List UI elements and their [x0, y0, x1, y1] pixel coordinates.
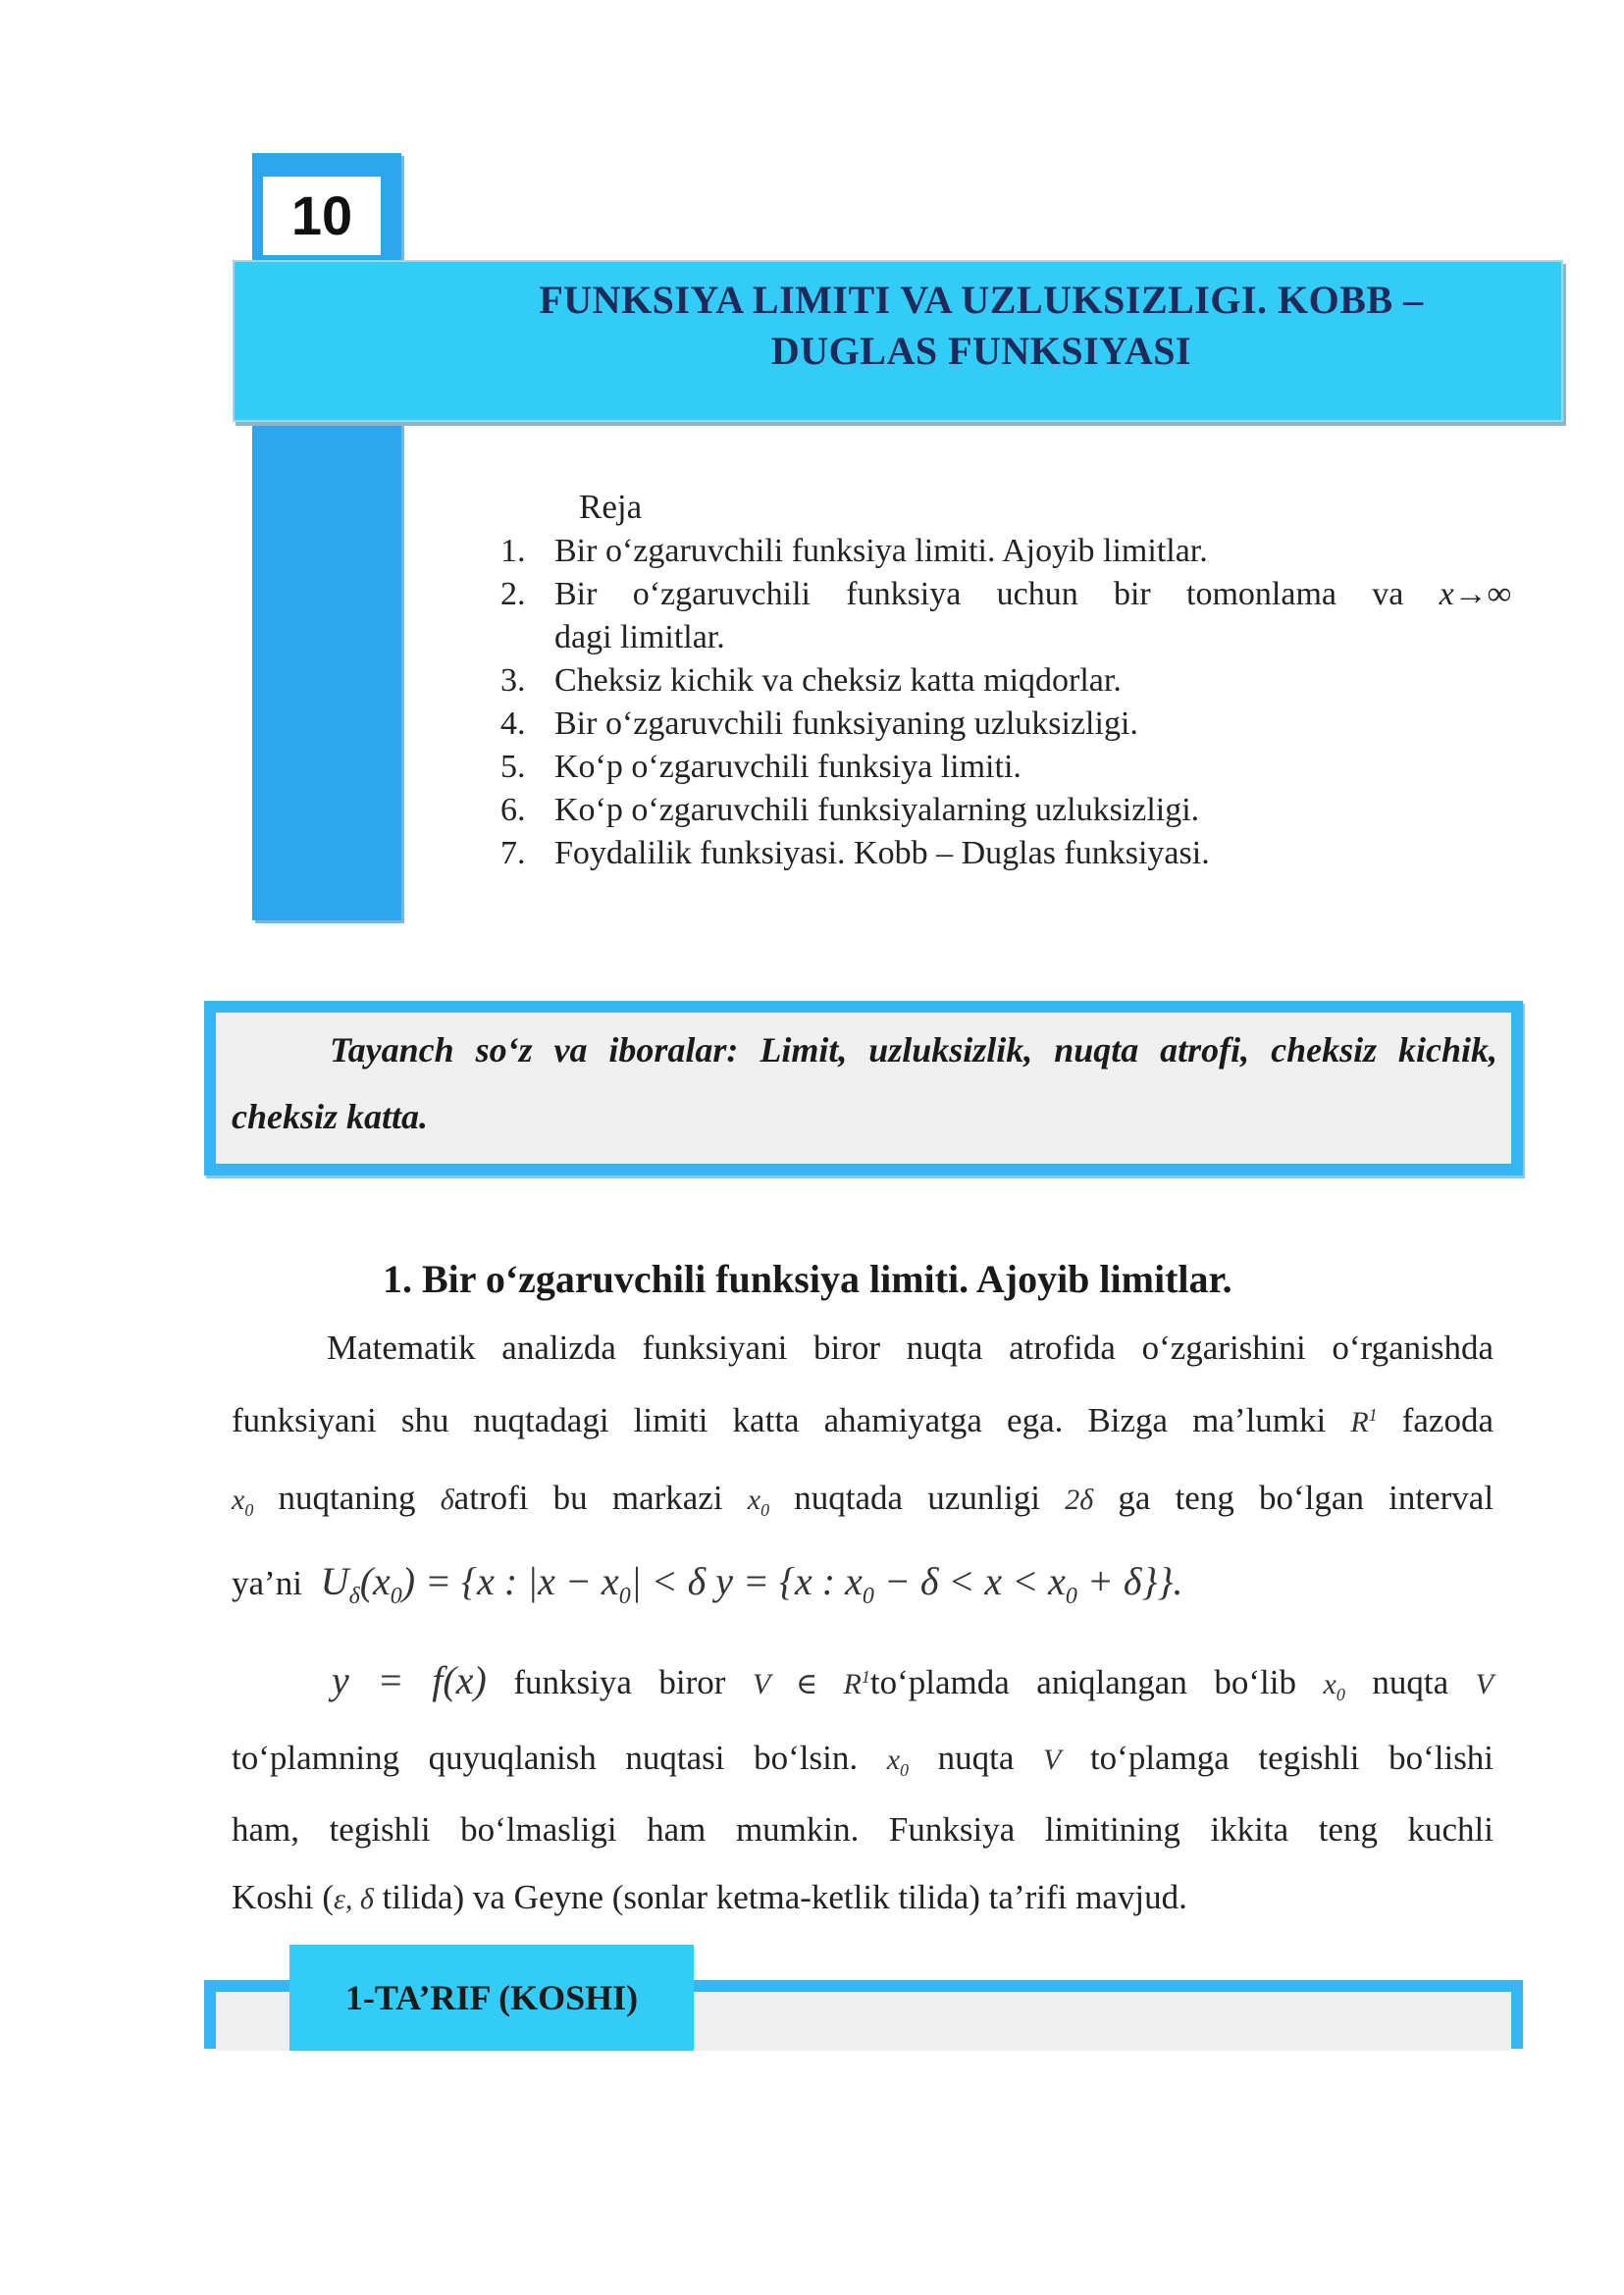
math-delta: δ — [440, 1484, 454, 1516]
plan-list — [500, 530, 1511, 875]
paragraph-line: funksiyani shu nuqtadagi limiti katta ahamiyatga ega. Bizga ma’lumki $R^1$ fazoda — [232, 1401, 1493, 1439]
plan-item: 1. Bir o‘zgaruvchili funksiya limiti. Ajoyib limitlar. — [500, 533, 1208, 569]
chapter-title: FUNKSIYA LIMITI VA UZLUKSIZLIGI. KOBB – DUGLAS FUNKSIYASI — [539, 278, 1424, 373]
math-epsilon-delta: ε, δ — [334, 1883, 374, 1915]
keywords-text: Tayanch so‘z va iboralar: Limit, uzluksizlik, nuqta atrofi, cheksiz kichik, cheksiz katta. — [232, 1030, 1497, 1136]
math-x0: $x_0$ — [232, 1484, 254, 1520]
chapter-number: 10 — [290, 184, 353, 246]
math-y-fx: y = f(x) — [332, 1658, 487, 1702]
paragraph-line: to‘plamning quyuqlanish nuqtasi bo‘lsin. $x_0$ nuqta V to‘plamga tegishli bo‘lishi — [232, 1739, 1494, 1780]
math-2delta: 2δ — [1065, 1484, 1094, 1516]
math-x-to-infinity: x→∞ — [1439, 576, 1511, 612]
math-neighborhood-formula: $U_\delta(x_0) = \{x$ : $|x - x_0| < \delta$ y = {x : $x_0 - \delta < x < x_0 + \delta$}}. — [310, 1559, 1183, 1609]
paragraph-line: ham, tegishli bo‘lmasligi ham mumkin. Funksiya limitining ikkita teng kuchli — [232, 1810, 1493, 1849]
math-x0: $x_0$ — [886, 1744, 910, 1780]
paragraph-line: y = f(x) funksiya biror V ∈ $R^1to‘plamda$ aniqlangan bo‘lib $x_0$ nuqta V — [332, 1658, 1493, 1704]
paragraph-line: Koshi (ε, δ tilida) va Geyne (sonlar ketma-ketlik tilida) ta’rifi mavjud. — [232, 1878, 1187, 1916]
math-x0: $x_0$ — [747, 1484, 770, 1520]
plan-item: 7. Foydalilik funksiyasi. Kobb – Duglas funksiyasi. — [500, 835, 1210, 871]
plan-item: 2. Bir o‘zgaruvchili funksiya uchun bir tomonlama va x→∞ dagi limitlar. — [500, 576, 1511, 655]
definition-label: 1-TA’RIF (KOSHI) — [344, 1978, 639, 2017]
math-x0: $x_0$ — [1323, 1668, 1345, 1704]
plan-heading: Reja — [579, 488, 643, 526]
math-V-in-R1: V ∈ $R^1$ — [752, 1667, 870, 1700]
section-title: 1. Bir o‘zgaruvchili funksiya limiti. Ajoyib limitlar. — [383, 1257, 1232, 1301]
paragraph-line: $x_0$ nuqtaning δatrofi bu markazi $x_0$ nuqtada uzunligi 2δ ga teng bo‘lgan interval — [232, 1479, 1494, 1520]
paragraph-line: ya’ni $U_\delta(x_0) = \{x$ : $|x - x_0| < \delta$ y = {x : $x_0 - \delta < x < x_0 + \delta$}}. — [232, 1559, 1183, 1609]
plan-item: 4. Bir o‘zgaruvchili funksiyaning uzluksizligi. — [500, 705, 1138, 742]
plan-item: 3. Cheksiz kichik va cheksiz katta miqdorlar. — [500, 662, 1122, 699]
paragraph-line: Matematik analizda funksiyani biror nuqta atrofida o‘zgarishini o‘rganishda — [327, 1329, 1493, 1367]
math-V: V — [1475, 1668, 1493, 1700]
plan-item: 5. Ko‘p o‘zgaruvchili funksiya limiti. — [500, 749, 1022, 785]
math-R1: $R^1$ — [1350, 1405, 1378, 1438]
math-V: V — [1043, 1744, 1062, 1776]
plan-item: 6. Ko‘p o‘zgaruvchili funksiyalarning uzluksizligi. — [500, 792, 1200, 828]
